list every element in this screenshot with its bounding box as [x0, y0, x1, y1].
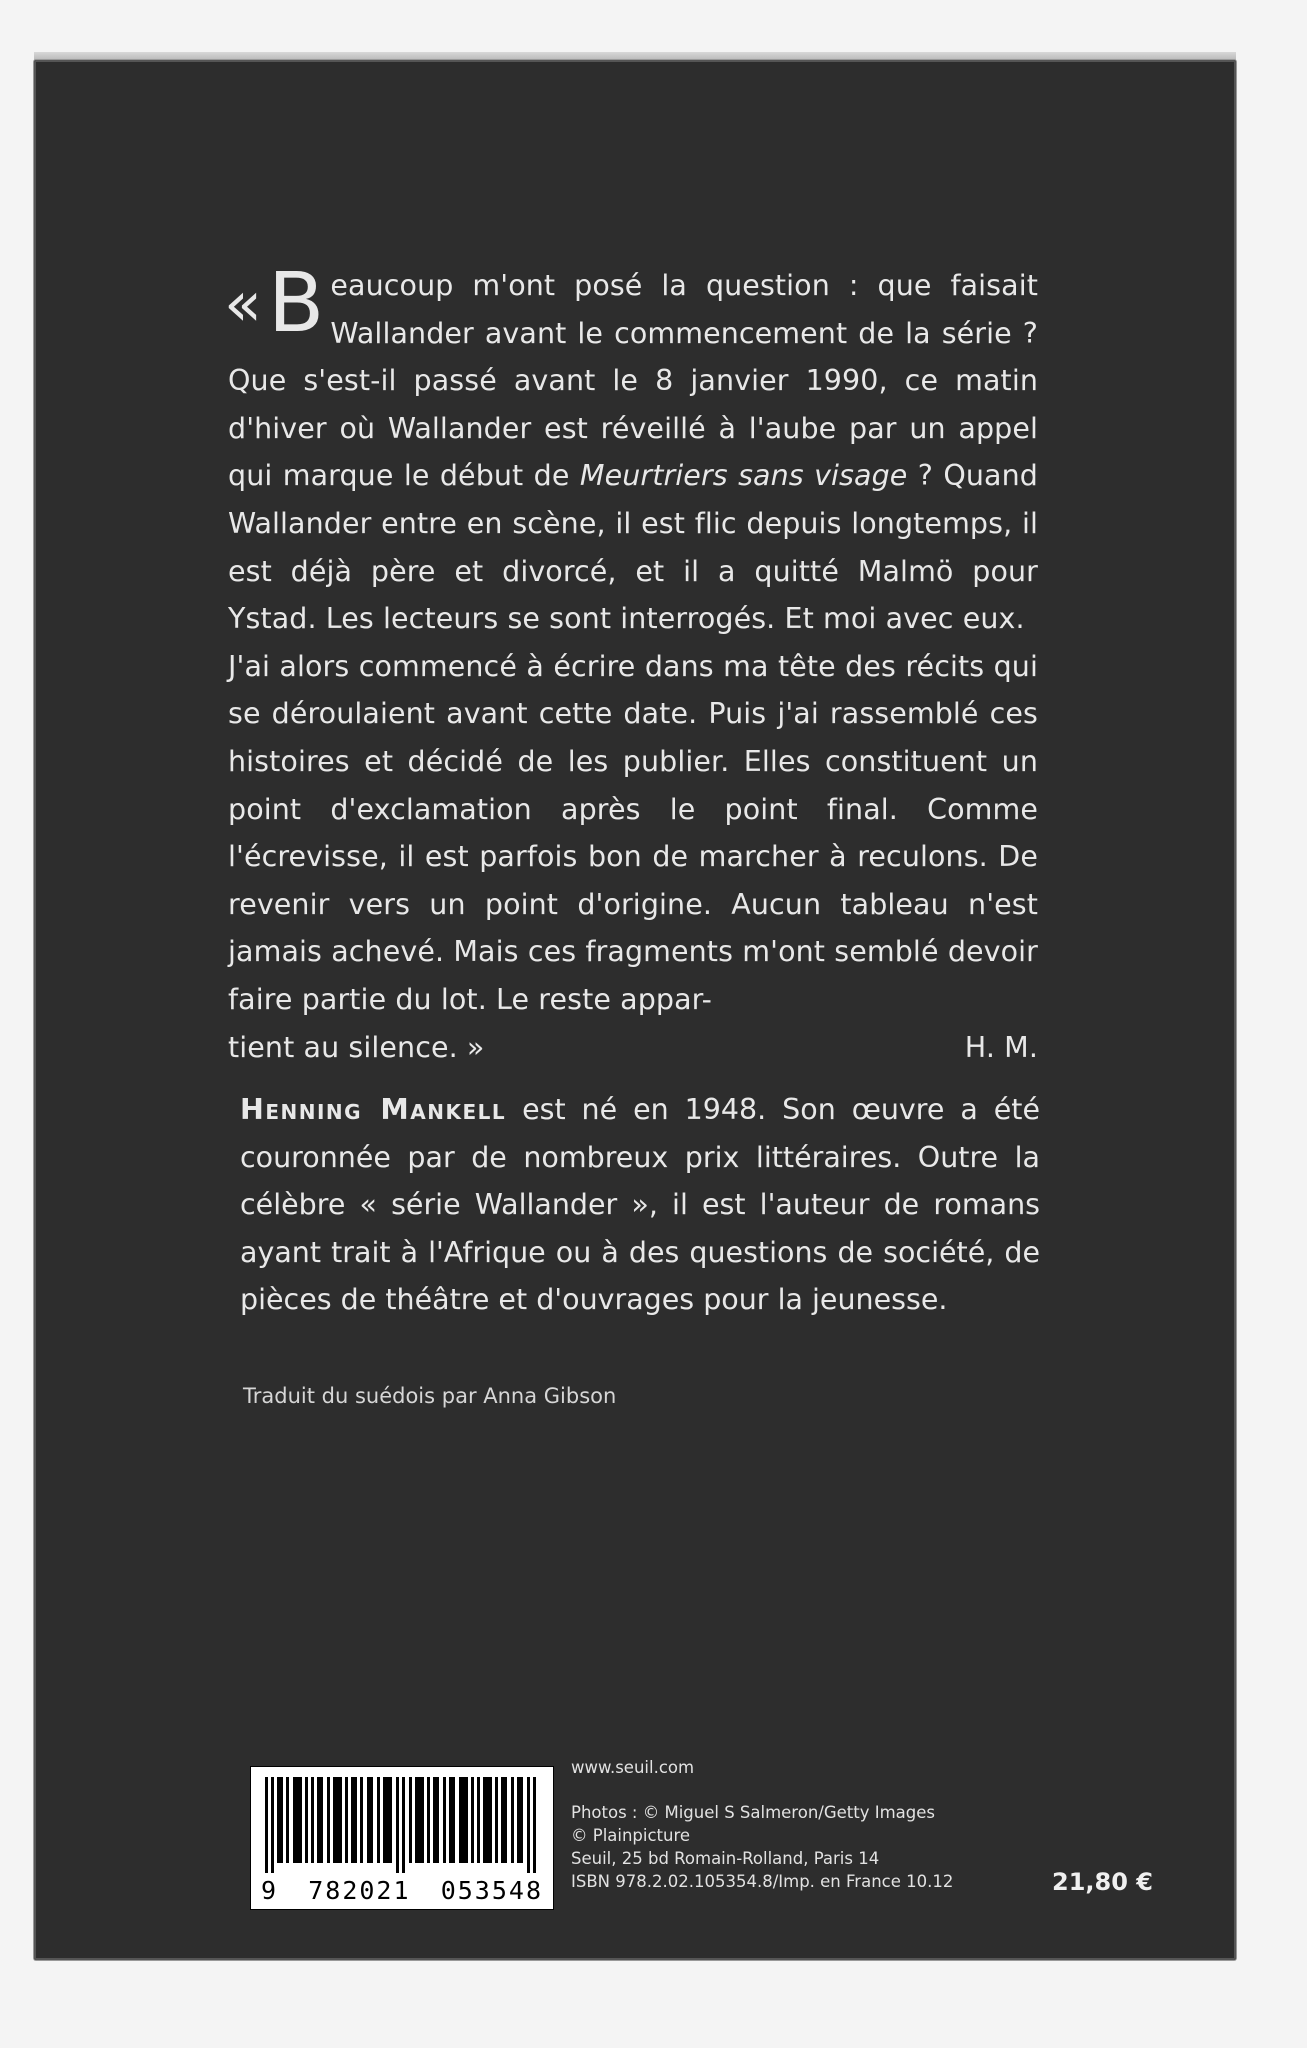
quote-last-line: tient au silence. »	[228, 1030, 485, 1064]
price-label: 21,80 €	[1052, 1868, 1153, 1896]
quote-paragraph-2: J'ai alors commencé à écrire dans ma tête des récits qui se déroulaient avant cette date. Puis j'ai rassemblé ces histoires et décidé de les publier. Elles constituent un point d'exclamation après le point final. Comme l'écrevisse, il est parfois bon de marcher à reculons. De revenir vers un point d'origine. Aucun tableau n'est jamais achevé. Mais ces fragments m'ont semblé devoir faire partie du lot. Le reste appar-	[228, 649, 1038, 1016]
quote-paragraph-1	[228, 262, 1038, 643]
translator-credit: Traduit du suédois par Anna Gibson	[243, 1384, 617, 1408]
quote-text-1: eaucoup m'ont posé la question : que faisait Wallander avant le commencement de la série ? Que s'est-il passé avant le 8 janvier 1990, ce matin d'hiver où Wallander est réveillé à l'aube par un appel qui marque le début de	[228, 269, 1038, 493]
quote-text-1-end: ? Quand Wallander entre en scène, il est flic depuis longtemps, il est déjà père et divorcé, et il a quitté Malmö pour Ystad. Les lecteurs se sont interrogés. Et moi avec eux.	[228, 459, 1038, 636]
book-title: Meurtriers sans visage	[579, 459, 908, 493]
publisher-website: www.seuil.com	[571, 1758, 695, 1777]
drop-cap	[224, 256, 325, 351]
bio-text: est né en 1948. Son œuvre a été couronnée par de nombreux prix littéraires. Outre la célèbre « série Wallander », il est l'auteur de romans ayant trait à l'Afrique ou à des questions de société, de pièces de théâtre et d'ouvrages pour la jeunesse.	[240, 1093, 1040, 1317]
author-name: Henning Mankell	[240, 1093, 507, 1126]
quote-closing-row	[228, 1024, 1038, 1072]
photo-credit-2: © Plainpicture	[571, 1826, 691, 1845]
drop-cap-letter: B	[268, 256, 325, 351]
author-quote	[224, 256, 1038, 1071]
publisher-address: Seuil, 25 bd Romain-Rolland, Paris 14	[571, 1849, 880, 1868]
quote-signature: H. M.	[964, 1030, 1038, 1064]
open-quote-mark: «	[224, 267, 263, 340]
isbn-barcode	[250, 1766, 554, 1910]
barcode-digits	[261, 1876, 543, 1905]
publisher-info	[571, 1756, 953, 1893]
barcode-group-1: 782021	[308, 1876, 411, 1905]
barcode-bars	[265, 1777, 539, 1873]
barcode-group-2: 053548	[440, 1876, 543, 1905]
photo-credit-1: Photos : © Miguel S Salmeron/Getty Images	[571, 1803, 935, 1822]
author-bio	[240, 1086, 1040, 1324]
barcode-digit-first: 9	[261, 1876, 279, 1905]
isbn-line: ISBN 978.2.02.105354.8/Imp. en France 10.12	[571, 1872, 954, 1891]
